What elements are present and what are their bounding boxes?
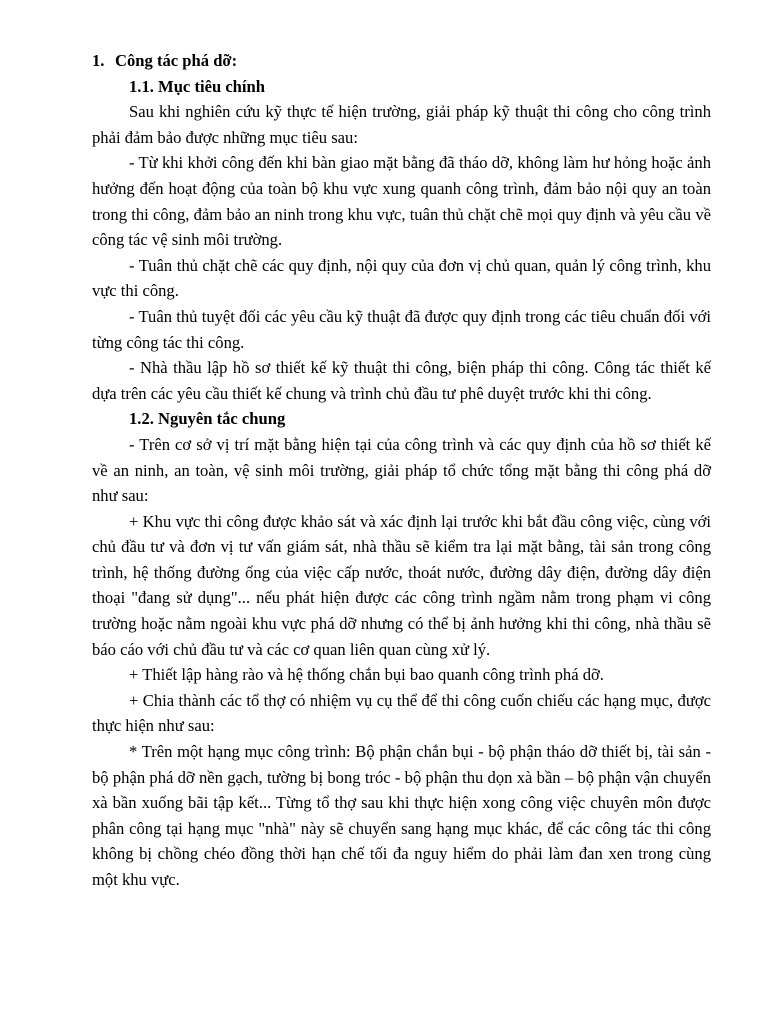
paragraph: - Nhà thầu lập hồ sơ thiết kế kỹ thuật thi công, biện pháp thi công. Công tác thiết kế dựa trên các yêu cầu thiết kế chung và trình chủ đầu tư phê duyệt trước khi thi công. (92, 358, 711, 403)
subsection-heading-1-2: 1.2. Nguyên tắc chung (129, 409, 286, 429)
subsection-heading-1-1: 1.1. Mục tiêu chính (129, 76, 265, 96)
paragraph: * Trên một hạng mục công trình: Bộ phận chắn bụi - bộ phận tháo dỡ thiết bị, tài sản - bộ phận phá dỡ nền gạch, tường bị bong tróc - bộ phận thu dọn xà bần – bộ phận vận chuyển xà bần xuống bãi tập kết... Từng tổ thợ sau khi thực hiện xong công việc chuyên môn được phân công tại hạng mục "nhà" này sẽ chuyển sang hạng mục khác, để các công tác thi công không bị chồng chéo đồng thời hạn chế tối đa nguy hiểm do phải làm đan xen trong cùng một khu vực. (92, 742, 711, 889)
paragraph: - Tuân thủ tuyệt đối các yêu cầu kỹ thuật đã được quy định trong các tiêu chuẩn đối với từng công tác thi công. (92, 306, 711, 352)
document-page (92, 48, 711, 893)
section-number: 1. (92, 51, 105, 70)
paragraph: + Chia thành các tổ thợ có nhiệm vụ cụ thể để thi công cuốn chiếu các hạng mục, được thực hiện như sau: (92, 690, 711, 736)
paragraph: Sau khi nghiên cứu kỹ thực tế hiện trường, giải pháp kỹ thuật thi công cho công trình phải đảm bảo được những mục tiêu sau: (92, 102, 711, 147)
paragraph: - Tuân thủ chặt chẽ các quy định, nội quy của đơn vị chủ quan, quản lý công trình, khu vực thi công. (92, 255, 711, 301)
section-heading (92, 48, 711, 74)
paragraph: + Thiết lập hàng rào và hệ thống chắn bụi bao quanh công trình phá dỡ. (129, 665, 604, 685)
paragraph: - Từ khi khởi công đến khi bàn giao mặt bằng đã tháo dỡ, không làm hư hỏng hoặc ảnh hưởng đến hoạt động của toàn bộ khu vực xung quanh công trình, đảm bảo nội quy an toàn trong thi công, đảm bảo an ninh trong khu vực, tuân thủ chặt chẽ mọi quy định và yêu cầu về công tác vệ sinh môi trường. (92, 153, 711, 250)
paragraph: - Trên cơ sở vị trí mặt bằng hiện tại của công trình và các quy định của hồ sơ thiết kế về an ninh, an toàn, vệ sinh môi trường, giải pháp tổ chức tổng mặt bằng thi công phá dỡ như sau: (92, 434, 711, 506)
section-title: Công tác phá dỡ: (115, 51, 238, 70)
paragraph: + Khu vực thi công được khảo sát và xác định lại trước khi bắt đầu công việc, cùng với chủ đầu tư và đơn vị tư vấn giám sát, nhà thầu sẽ kiểm tra lại mặt bằng, tài sản trong công trình, hệ thống đường ống của việc cấp nước, thoát nước, đường dây điện, đường dây điện thoại "đang sử dụng"... nếu phát hiện được các công trình ngầm nằm trong phạm vi công trường hoặc nằm ngoài khu vực phá dỡ nhưng có thể bị ảnh hưởng khi thi công, nhà thầu sẽ báo cáo với chủ đầu tư và các cơ quan liên quan cùng xử lý. (92, 511, 711, 659)
